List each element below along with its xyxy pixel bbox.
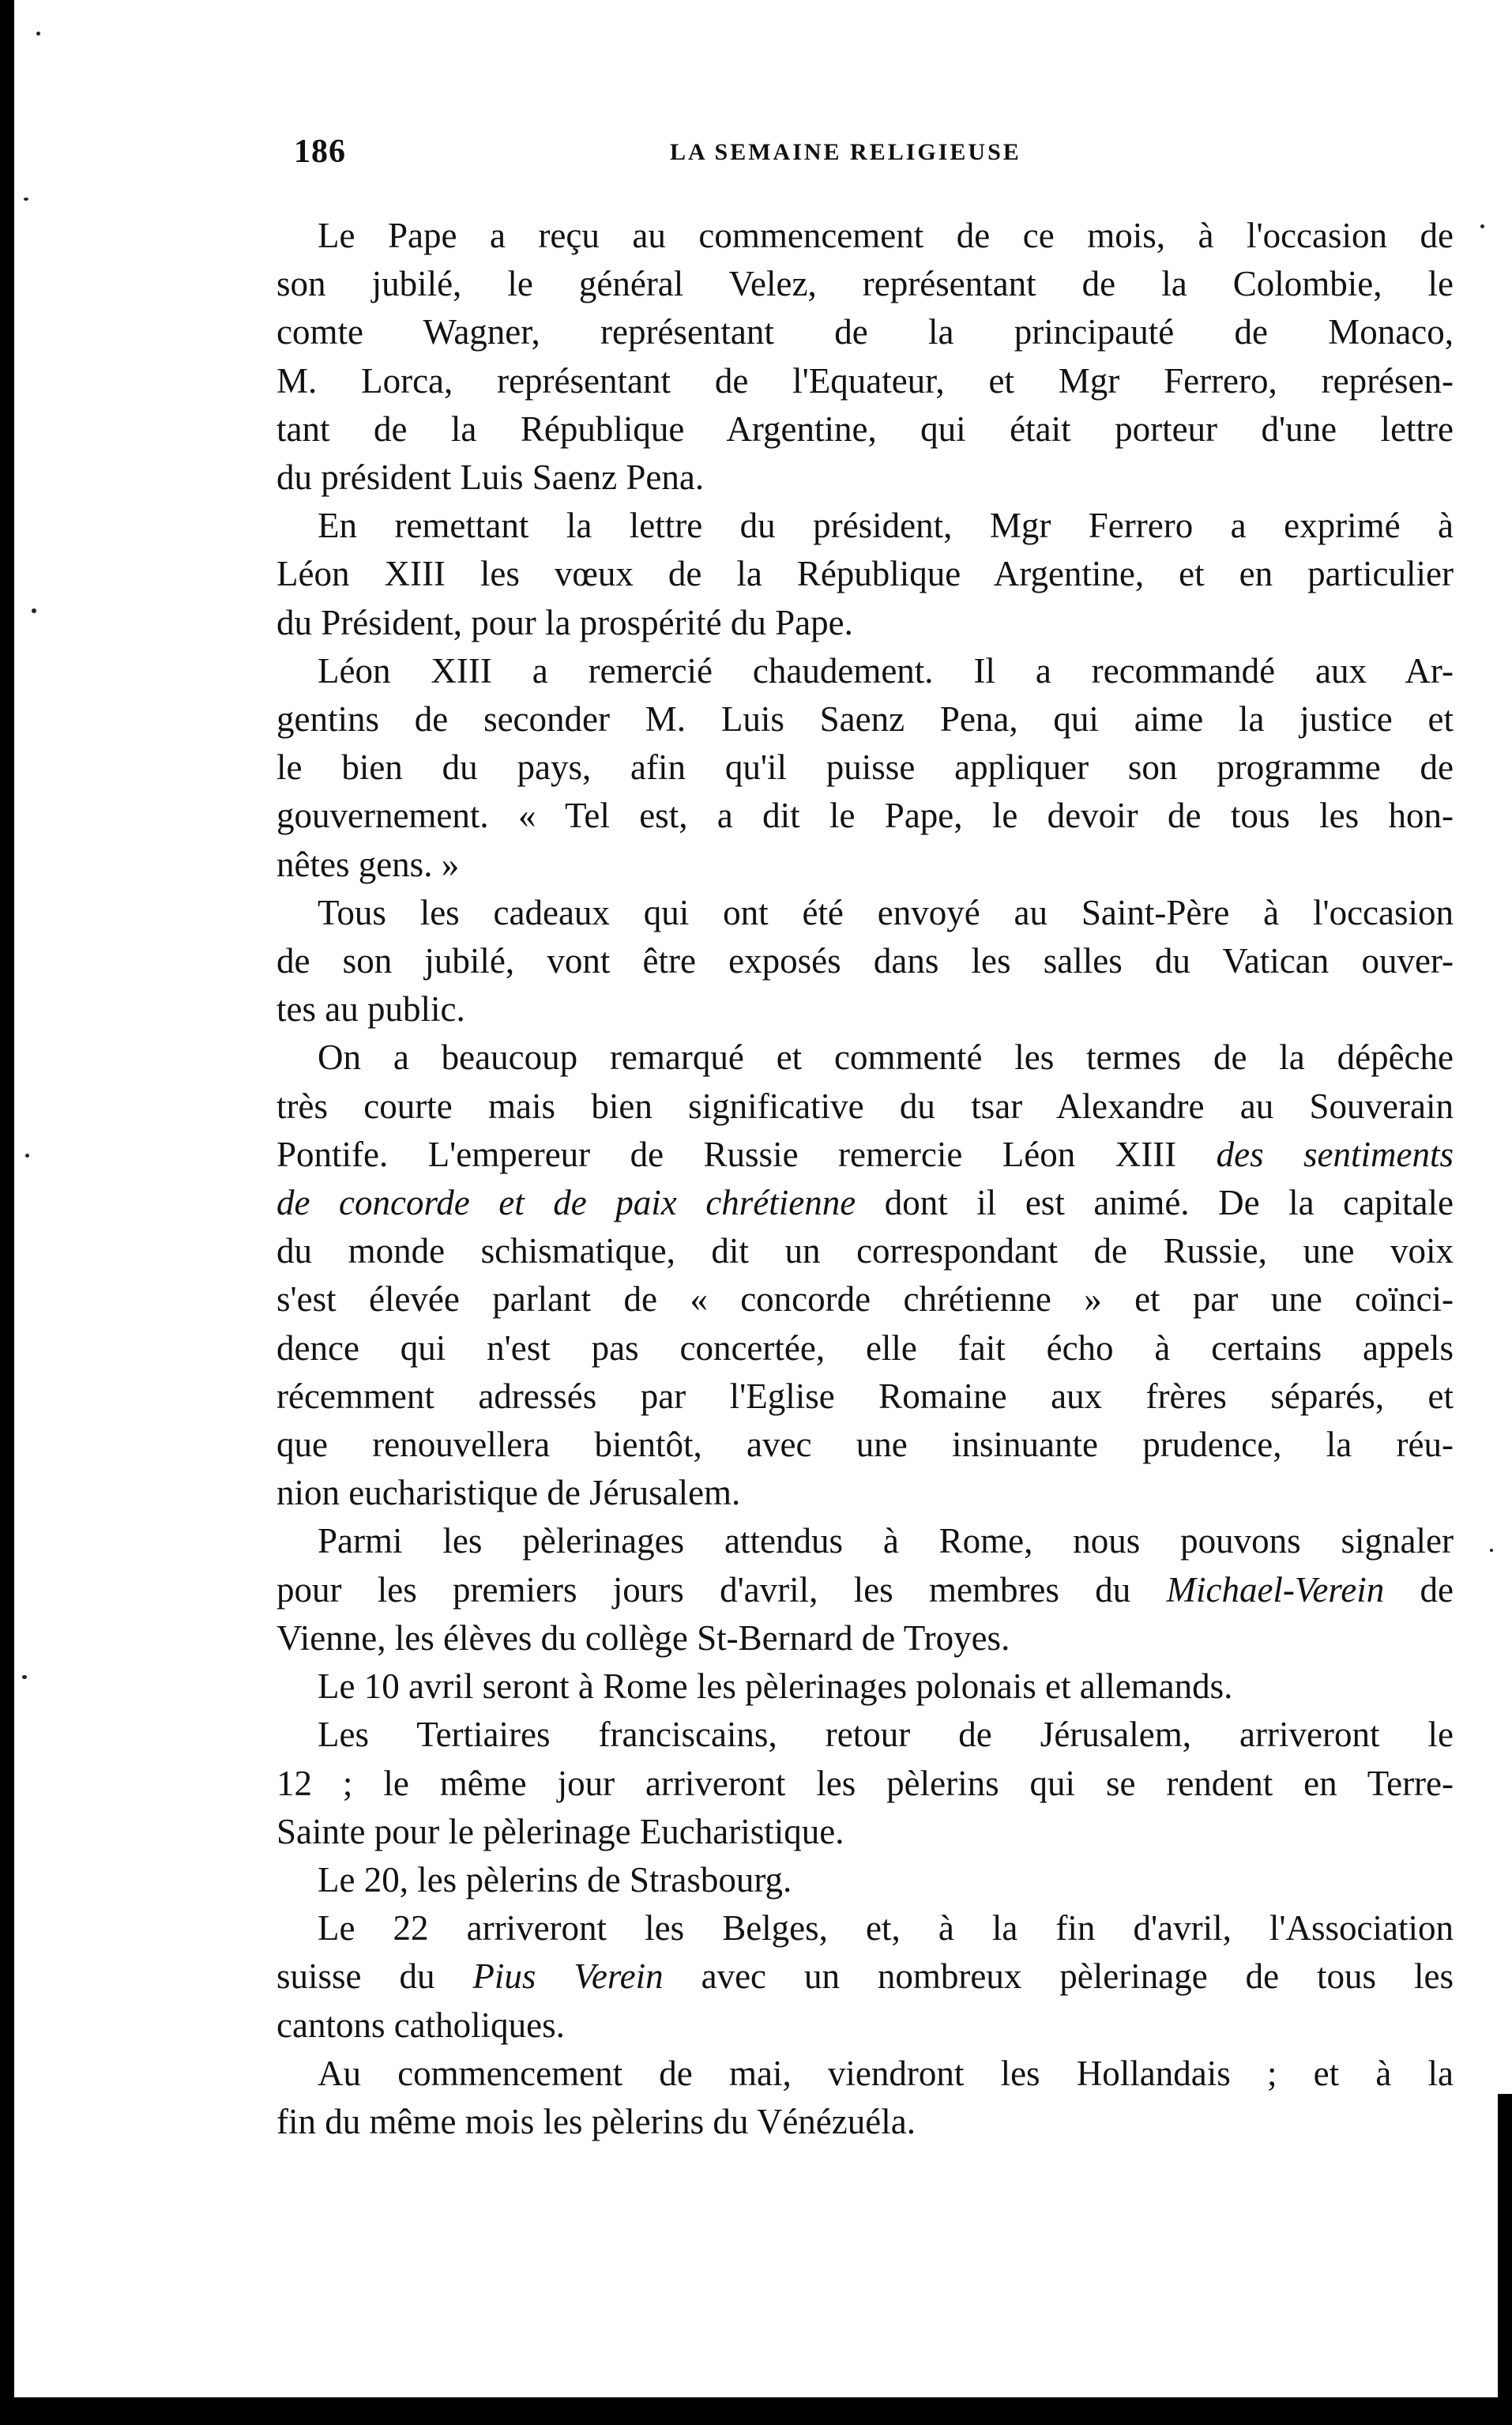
text-line-tail: de	[1384, 1569, 1454, 1610]
article-body	[276, 212, 1454, 2146]
text-line-tail: dont il est animé. De la capitale	[856, 1183, 1454, 1223]
paragraph-jubilee-audience	[276, 212, 1454, 502]
italic-phrase: de concorde et de paix chrétienne	[276, 1183, 856, 1223]
scan-speck	[36, 32, 40, 36]
paragraph-tertiaries	[276, 1711, 1454, 1856]
text-line: dence qui n'est pas concertée, elle fait écho à certains appels	[276, 1327, 1454, 1368]
text-line: M. Lorca, représentant de l'Equateur, et Mgr Ferrero, représen-	[276, 360, 1454, 401]
left-scan-border	[0, 0, 14, 2425]
text-line: tes au public.	[276, 989, 465, 1030]
scan-speck	[1490, 1549, 1493, 1552]
text-line: En remettant la lettre du président, Mgr Ferrero a exprimé à	[318, 506, 1454, 546]
text-line: récemment adressés par l'Eglise Romaine aux frères séparés, et	[276, 1376, 1454, 1416]
text-line: On a beaucoup remarqué et commenté les termes de la dépêche	[318, 1037, 1454, 1078]
text-line-with-italic	[276, 1131, 1454, 1179]
text-line: nion eucharistique de Jérusalem.	[276, 1473, 741, 1513]
text-line: son jubilé, le général Velez, représentant de la Colombie, le	[276, 264, 1454, 304]
scan-speck	[22, 1675, 27, 1679]
text-line: s'est élevée parlant de « concorde chrétienne » et par une coïnci-	[276, 1279, 1454, 1320]
text-line: Le 22 arriveront les Belges, et, à la fin d'avril, l'Association	[318, 1908, 1454, 1949]
bottom-scan-border	[0, 2397, 1512, 2425]
running-head	[294, 133, 1447, 180]
text-line: cantons catholiques.	[276, 2005, 565, 2045]
text-line-head: Pontife. L'empereur de Russie remercie Léon XIII	[276, 1134, 1217, 1174]
text-line: Le 10 avril seront à Rome les pèlerinages polonais et allemands.	[318, 1666, 1233, 1707]
page-number: 186	[294, 134, 346, 170]
text-line: Les Tertiaires franciscains, retour de Jérusalem, arriveront le	[318, 1715, 1454, 1755]
text-line-head: suisse du	[276, 1956, 473, 1997]
text-line: Le 20, les pèlerins de Strasbourg.	[318, 1859, 792, 1900]
text-line: fin du même mois les pèlerins du Vénézuéla.	[276, 2101, 916, 2141]
paragraph-letter	[276, 502, 1454, 647]
text-line: gouvernement. « Tel est, a dit le Pape, le devoir de tous les hon-	[276, 796, 1454, 836]
text-line: Vienne, les élèves du collège St-Bernard de Troyes.	[276, 1617, 1010, 1658]
text-line-with-italic	[276, 1566, 1454, 1614]
scan-speck	[25, 1154, 29, 1158]
italic-phrase: des sentiments	[1216, 1134, 1454, 1174]
text-line: très courte mais bien significative du tsar Alexandre au Souverain	[276, 1086, 1454, 1126]
text-line: Léon XIII a remercié chaudement. Il a recommandé aux Ar-	[318, 650, 1454, 691]
text-line: comte Wagner, représentant de la principauté de Monaco,	[276, 312, 1454, 352]
running-title: LA SEMAINE RELIGIEUSE	[670, 139, 1021, 165]
right-scan-border	[1498, 2094, 1512, 2425]
paragraph-belgians	[276, 1904, 1454, 2050]
text-line-tail: avec un nombreux pèlerinage de tous les	[663, 1956, 1454, 1997]
paragraph-thanks	[276, 647, 1454, 889]
italic-phrase: Pius Verein	[472, 1956, 664, 1997]
text-line: du président Luis Saenz Pena.	[276, 458, 705, 498]
text-line: du monde schismatique, dit un correspondant de Russie, une voix	[276, 1231, 1454, 1271]
paragraph-gifts	[276, 889, 1454, 1034]
text-line: Léon XIII les vœux de la République Argentine, et en particulier	[276, 554, 1454, 594]
text-line: Le Pape a reçu au commencement de ce mois, à l'occasion de	[318, 216, 1454, 255]
text-line: le bien du pays, afin qu'il puisse appliquer son programme de	[276, 747, 1454, 788]
text-line: tant de la République Argentine, qui était porteur d'une lettre	[276, 409, 1454, 449]
text-line: Parmi les pèlerinages attendus à Rome, nous pouvons signaler	[318, 1521, 1454, 1561]
paragraph-tsar-dispatch	[276, 1034, 1454, 1517]
text-line: de son jubilé, vont être exposés dans les salles du Vatican ouver-	[276, 941, 1454, 981]
scan-speck	[24, 198, 28, 201]
text-line: gentins de seconder M. Luis Saenz Pena, qui aime la justice et	[276, 699, 1454, 740]
text-line: Tous les cadeaux qui ont été envoyé au Saint-Père à l'occasion	[318, 892, 1454, 932]
text-line: Au commencement de mai, viendront les Hollandais ; et à la	[318, 2053, 1454, 2093]
text-line: que renouvellera bientôt, avec une insinuante prudence, la réu-	[276, 1425, 1454, 1465]
scan-speck	[32, 608, 36, 613]
text-line: 12 ; le même jour arriveront les pèlerins qui se rendent en Terre-	[276, 1763, 1454, 1803]
paragraph-april-10	[276, 1662, 1454, 1711]
paragraph-strasbourg	[276, 1856, 1454, 1904]
text-line: Sainte pour le pèlerinage Eucharistique.	[276, 1811, 844, 1851]
text-line: nêtes gens. »	[276, 844, 460, 884]
text-line-with-italic	[276, 1179, 1454, 1227]
scan-speck	[1480, 224, 1484, 228]
text-line: du Président, pour la prospérité du Pape.	[276, 602, 853, 642]
text-line-head: pour les premiers jours d'avril, les membres du	[276, 1569, 1167, 1610]
italic-phrase: Michael-Verein	[1166, 1569, 1385, 1610]
paragraph-may	[276, 2050, 1454, 2146]
text-line-with-italic	[276, 1952, 1454, 2001]
paragraph-pilgrimages	[276, 1517, 1454, 1662]
